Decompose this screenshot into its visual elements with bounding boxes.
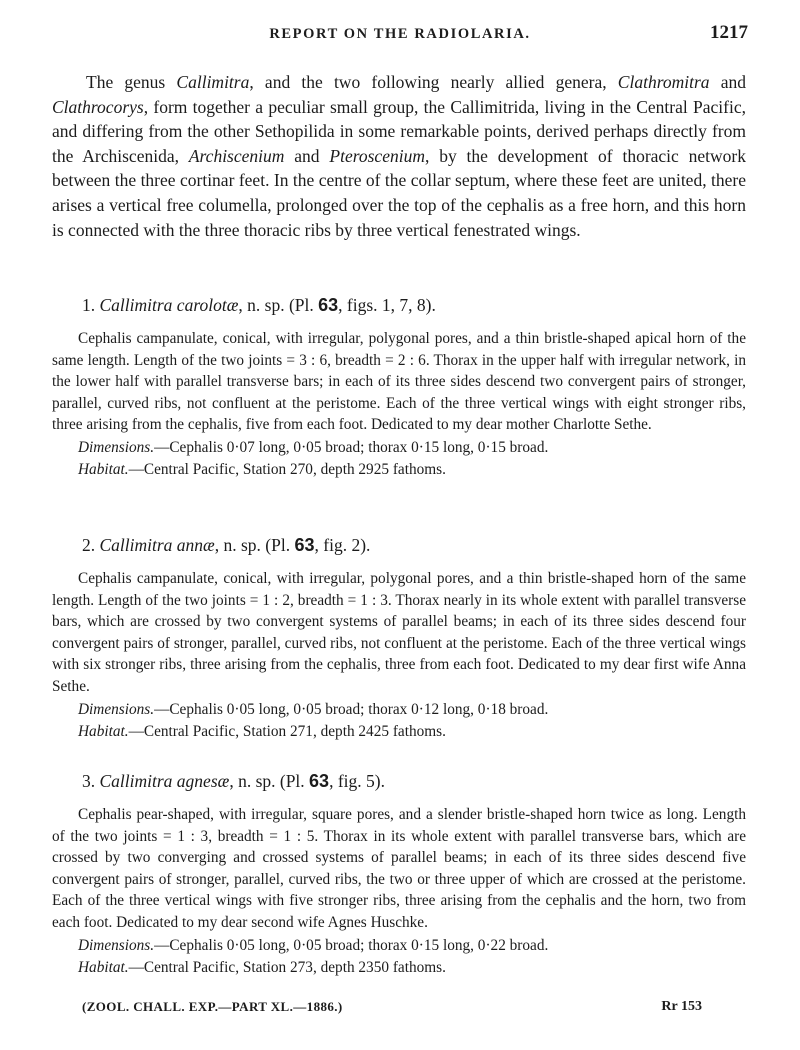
- intro-text: and: [284, 145, 330, 166]
- species-description: Cephalis campanulate, conical, with irregular, polygonal pores, and a thin bristle-shaped horn of the same length. Length of the two joints = 1 : 2, breadth = 1 : 3. Thorax nearly in its whole extent with parallel transverse bars, which are crossed by two convergent systems of parallel beams; in each of its three sides descend four convergent pairs of stronger, parallel, curved ribs, not confluent at the peristome. Each of the three vertical wings with six stronger ribs, three arising from the cephalis, three from each foot. Dedicated to my dear first wife Anna Sethe.: [52, 570, 746, 695]
- intro-text: , by the development of thoracic network between the three cortinar feet. In the centre of the collar septum, where these feet are united, there arises a vertical free columella, prolonged over the top of the cephalis as a free horn, and this horn is connected with the three thoracic ribs by three vertical fenestrated wings.: [52, 145, 747, 240]
- genus-name: Archiscenium: [188, 145, 285, 166]
- dimensions-value: —Cephalis 0·05 long, 0·05 broad; thorax 0·15 long, 0·22 broad.: [154, 936, 549, 954]
- page-footer: [82, 999, 702, 1019]
- species-habitat: [78, 721, 746, 742]
- plate-number: 63: [309, 771, 330, 791]
- dimensions-value: —Cephalis 0·07 long, 0·05 broad; thorax 0·15 long, 0·15 broad.: [154, 438, 549, 456]
- species-description: Cephalis pear-shaped, with irregular, square pores, and a slender bristle-shaped horn twice as long. Length of the two joints = 1 : 3, breadth = 1 : 5. Thorax in its whole extent with parallel transverse bars, which are crossed by two converging and crossed systems of parallel beams; in each of its three sides descend five convergent pairs of stronger, parallel, curved ribs, the two or three upper of which are crossed at the peristome. Each of the three vertical wings with five stronger ribs, three arising from the cephalis and the horn, two from each foot. Dedicated to my dear second wife Agnes Huschke.: [52, 806, 746, 931]
- genus-name: Clathrocorys: [52, 96, 144, 117]
- running-title: REPORT ON THE RADIOLARIA.: [269, 26, 531, 42]
- species-heading: [82, 770, 746, 792]
- habitat-label: Habitat.: [78, 722, 129, 740]
- genus-name: Pteroscenium: [329, 145, 425, 166]
- species-habitat: [78, 957, 746, 978]
- species-dimensions: [78, 699, 746, 720]
- page-header: [52, 22, 748, 50]
- species-name: Callimitra agnesæ: [99, 771, 230, 791]
- species-description: Cephalis campanulate, conical, with irregular, polygonal pores, and a thin bristle-shaped apical horn of the same length. Length of the two joints = 3 : 6, breadth = 2 : 6. Thorax in the upper half with irregular network, in the lower half with parallel transverse bars; in each of its three sides descend two convergent pairs of stronger, parallel, curved ribs, not confluent at the peristome. Each of the three vertical wings with eight stronger ribs, three arising from the cephalis, five from each foot. Dedicated to my dear mother Charlotte Sethe.: [52, 330, 746, 434]
- signature-mark: Rr 153: [661, 999, 702, 1014]
- dimensions-label: Dimensions.: [78, 438, 155, 456]
- species-status: , n. sp. (Pl.: [214, 535, 295, 555]
- species-dimensions: [78, 935, 746, 956]
- species-status: , n. sp. (Pl.: [229, 771, 310, 791]
- species-name: Callimitra carolotæ: [99, 295, 239, 315]
- species-name: Callimitra annæ: [99, 535, 215, 555]
- species-number: 2.: [82, 535, 96, 555]
- species-entry: [52, 534, 746, 742]
- intro-text: and: [709, 72, 746, 92]
- figure-reference: , figs. 1, 7, 8).: [338, 295, 436, 315]
- figure-reference: , fig. 2).: [314, 535, 371, 555]
- page-number: 1217: [710, 22, 748, 43]
- habitat-value: —Central Pacific, Station 273, depth 2350 fathoms.: [128, 958, 446, 976]
- species-status: , n. sp. (Pl.: [238, 295, 319, 315]
- plate-number: 63: [318, 295, 339, 315]
- species-entry: [52, 294, 746, 480]
- dimensions-label: Dimensions.: [78, 936, 155, 954]
- habitat-value: —Central Pacific, Station 270, depth 2925 fathoms.: [128, 460, 446, 478]
- intro-paragraph: [52, 70, 746, 242]
- species-dimensions: [78, 437, 746, 458]
- dimensions-label: Dimensions.: [78, 700, 155, 718]
- genus-name: Callimitra: [176, 72, 250, 92]
- species-heading: [82, 534, 746, 556]
- species-habitat: [78, 459, 746, 480]
- intro-text: , form together a peculiar small group, the Callimitrida, living in the Central Pacific, and differing from the other Sethopilida in some remarkable points, derived perhaps directly from the Archiscenida,: [52, 96, 746, 166]
- species-entry: [52, 770, 746, 978]
- habitat-label: Habitat.: [78, 460, 129, 478]
- genus-name: Clathromitra: [617, 72, 710, 92]
- publication-note: (ZOOL. CHALL. EXP.—PART XL.—1886.): [82, 999, 343, 1014]
- habitat-label: Habitat.: [78, 958, 129, 976]
- intro-text: , and the two following nearly allied genera,: [249, 72, 618, 92]
- intro-text: The genus: [86, 72, 177, 92]
- species-heading: [82, 294, 746, 316]
- habitat-value: —Central Pacific, Station 271, depth 2425 fathoms.: [128, 722, 446, 740]
- species-number: 1.: [82, 295, 96, 315]
- figure-reference: , fig. 5).: [329, 771, 385, 791]
- plate-number: 63: [294, 535, 315, 555]
- species-number: 3.: [82, 771, 96, 791]
- dimensions-value: —Cephalis 0·05 long, 0·05 broad; thorax 0·12 long, 0·18 broad.: [154, 700, 549, 718]
